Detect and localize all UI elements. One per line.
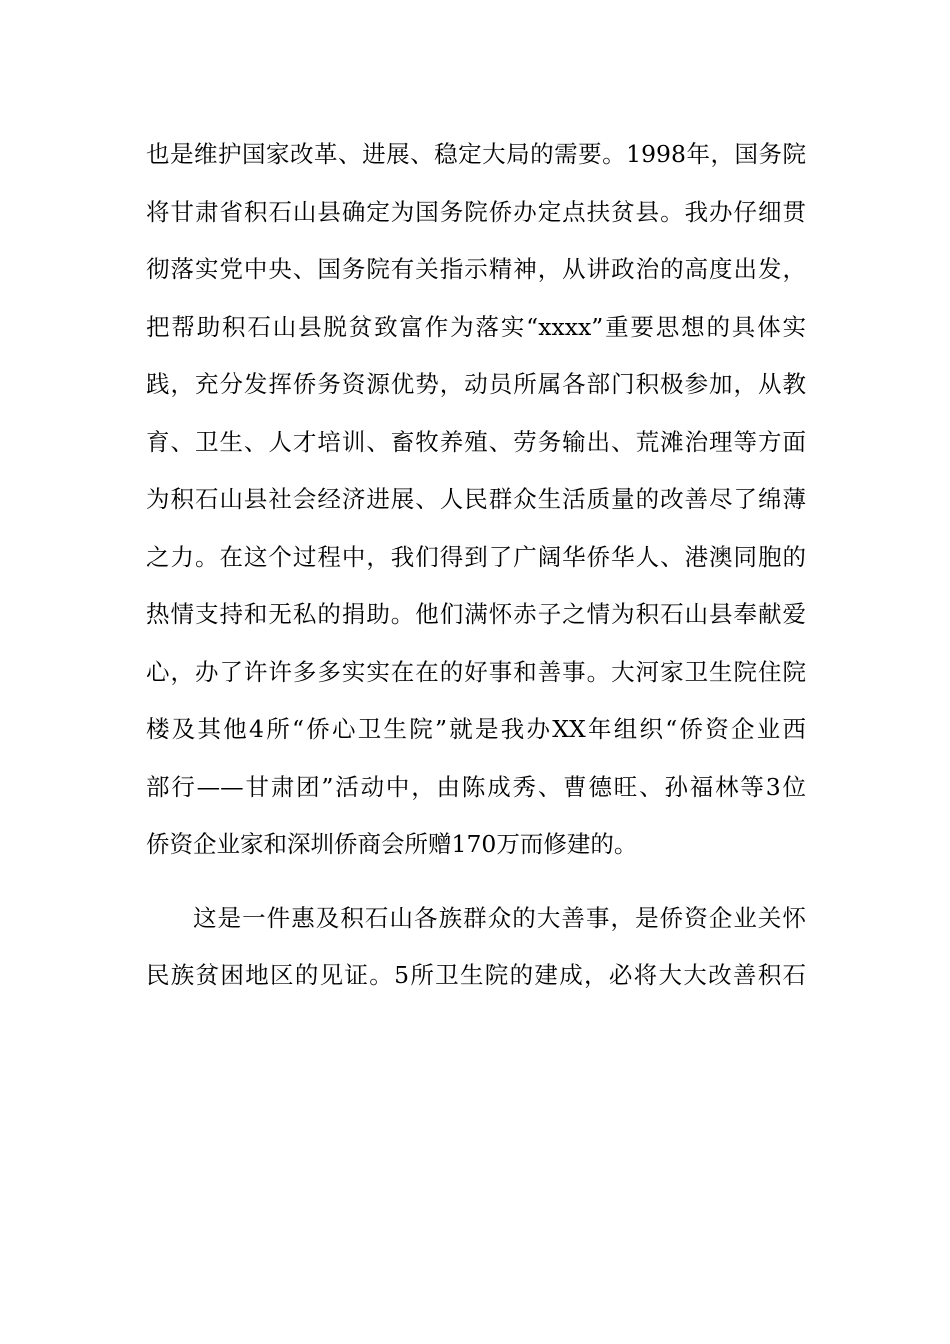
text-line: 楼及其他4所“侨心卫生院”就是我办XX年组织“侨资企业西 [146, 715, 806, 743]
text-line: 民族贫困地区的见证。5所卫生院的建成，必将大大改善积石 [146, 961, 806, 989]
text-line: 也是维护国家改革、进展、稳定大局的需要。1998年，国务院 [146, 140, 806, 168]
paragraph-spacer [146, 874, 806, 890]
text-line: 育、卫生、人才培训、畜牧养殖、劳务输出、荒滩治理等方面 [146, 427, 806, 456]
text-line: 之力。在这个过程中，我们得到了广阔华侨华人、港澳同胞的 [146, 542, 806, 571]
document-body [146, 126, 806, 1005]
text-line: 这是一件惠及积石山各族群众的大善事，是侨资企业关怀 [193, 903, 806, 932]
text-line: 彻落实党中央、国务院有关指示精神，从讲政治的高度出发， [146, 255, 806, 283]
text-line: 心，办了许许多多实实在在的好事和善事。大河家卫生院住院 [146, 657, 806, 686]
text-line: 侨资企业家和深圳侨商会所赠170万而修建的。 [146, 830, 638, 858]
text-line: 部行——甘肃团”活动中，由陈成秀、曹德旺、孙福林等3位 [146, 772, 806, 801]
text-line: 将甘肃省积石山县确定为国务院侨办定点扶贫县。我办仔细贯 [146, 197, 806, 226]
text-line: 为积石山县社会经济进展、人民群众生活质量的改善尽了绵薄 [146, 485, 806, 513]
text-line: 热情支持和无私的捐助。他们满怀赤子之情为积石山县奉献爱 [146, 600, 806, 628]
paragraph-1 [146, 126, 806, 874]
text-line: 把帮助积石山县脱贫致富作为落实“xxxx”重要思想的具体实 [146, 312, 806, 341]
text-line: 践，充分发挥侨务资源优势，动员所属各部门积极参加，从教 [146, 370, 806, 398]
paragraph-2 [146, 890, 806, 1005]
